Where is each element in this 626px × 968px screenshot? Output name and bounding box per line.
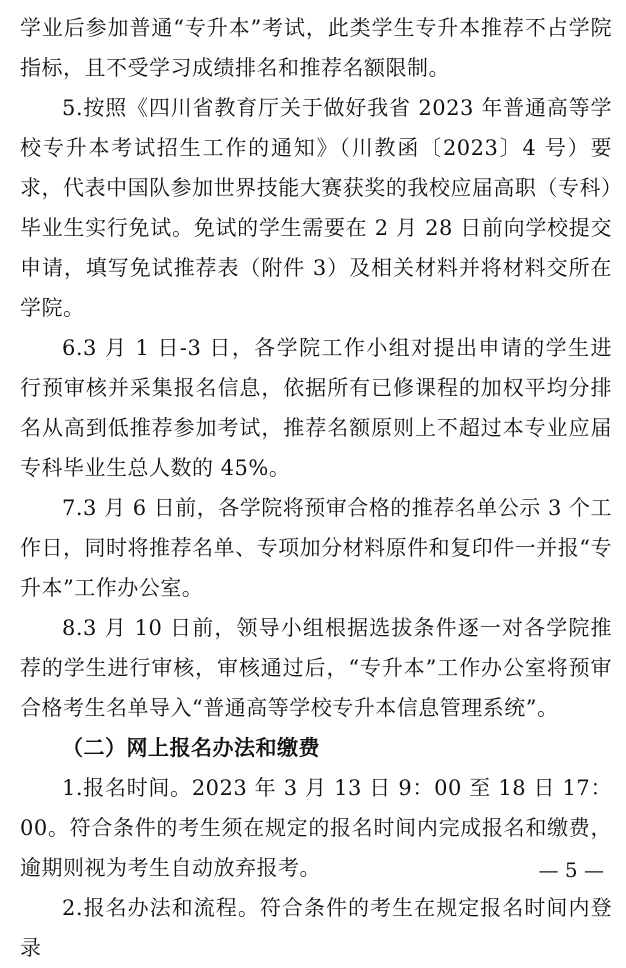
paragraph-continuation: 学业后参加普通“专升本”考试，此类学生专升本推荐不占学院指标，且不受学习成绩排名和推荐名额限制。 — [20, 16, 612, 80]
paragraph-item-8: 8.3 月 10 日前，领导小组根据选拔条件逐一对各学院推荐的学生进行审核，审核通过后，“专升本”工作办公室将预审合格考生名单导入“普通高等学校专升本信息管理系统”。 — [20, 616, 612, 720]
page-number: — 5 — — [538, 858, 604, 882]
paragraph-item-5: 5.按照《四川省教育厅关于做好我省 2023 年普通高等学校专升本考试招生工作的通知》（川教函〔2023〕4 号）要求，代表中国队参加世界技能大赛获奖的我校应届高职（专科）毕业生实行免试。免试的学生需要在 2 月 28 日前向学校提交申请，填写免试推荐表（附件 3）及相关材料并将材料交所在学院。 — [20, 96, 612, 320]
paragraph-item-7: 7.3 月 6 日前，各学院将预审合格的推荐名单公示 3 个工作日，同时将推荐名单、专项加分材料原件和复印件一并报“专升本”工作办公室。 — [20, 496, 612, 600]
paragraph-item-6: 6.3 月 1 日-3 日，各学院工作小组对提出申请的学生进行预审核并采集报名信息，依据所有已修课程的加权平均分排名从高到低推荐参加考试，推荐名额原则上不超过本专业应届专科毕业生总人数的 45%。 — [20, 336, 612, 480]
document-page — [20, 8, 612, 968]
paragraph-registration-process: 2.报名办法和流程。符合条件的考生在规定报名时间内登录 — [20, 896, 612, 960]
paragraph-registration-time: 1.报名时间。2023 年 3 月 13 日 9：00 至 18 日 17：00。符合条件的考生须在规定的报名时间内完成报名和缴费，逾期则视为考生自动放弃报考。 — [20, 776, 612, 880]
section-heading: （二）网上报名办法和缴费 — [62, 736, 320, 760]
